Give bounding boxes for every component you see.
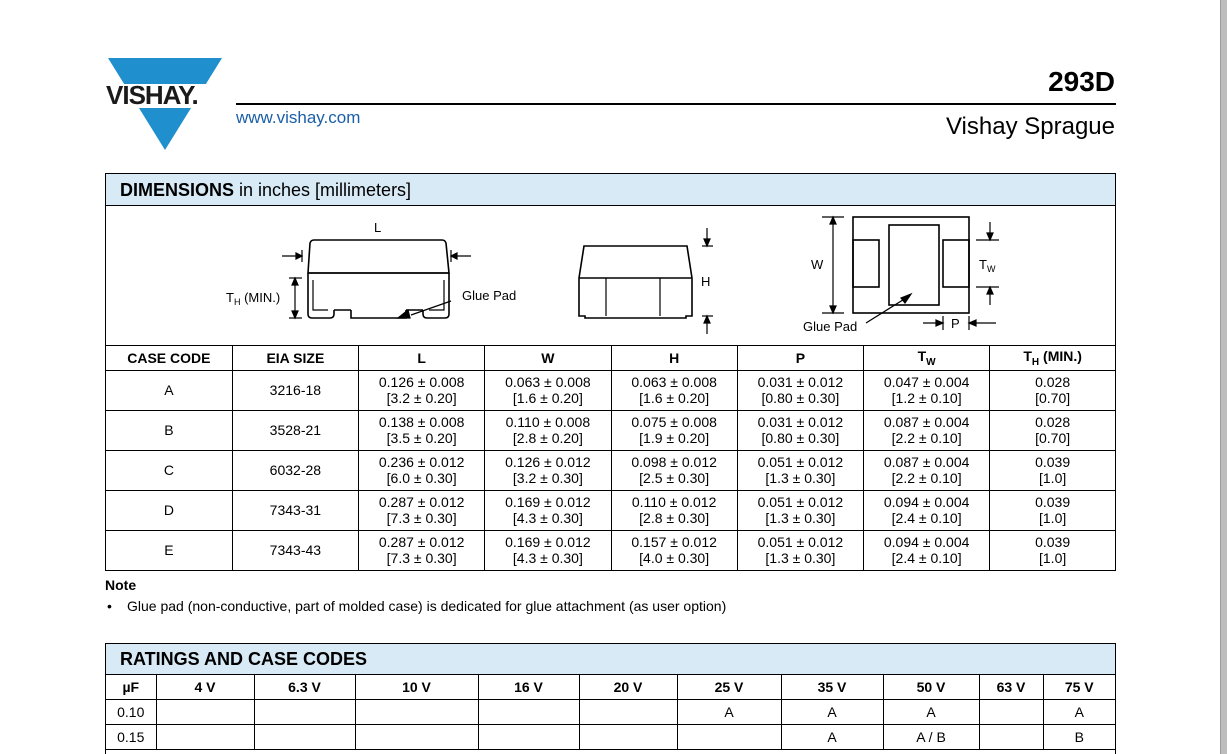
dim-l-cell xyxy=(359,370,485,410)
eia-size-cell: 6032-28 xyxy=(232,450,358,490)
dim-w-cell xyxy=(485,410,611,450)
dimensions-header-row xyxy=(106,346,1115,370)
mm-value: [0.80 ± 0.30] xyxy=(761,390,840,406)
ratings-row xyxy=(106,724,1115,749)
dim-w-cell xyxy=(485,370,611,410)
header-rule xyxy=(236,103,1116,105)
dimensions-row xyxy=(106,490,1115,530)
ratings-header-row xyxy=(106,675,1115,699)
dim-p-cell xyxy=(737,410,863,450)
label-glue-pad-side: Glue Pad xyxy=(462,288,517,303)
inch-value: 0.098 ± 0.012 xyxy=(631,454,717,470)
dimensions-row xyxy=(106,370,1115,410)
col-th-min: $T_H$ (MIN.) xyxy=(990,346,1115,370)
note-bullet: • xyxy=(107,598,112,614)
label-tw: $T_W$ xyxy=(979,257,996,274)
ratings-section xyxy=(105,643,1116,754)
ratings-col-header: 75 V xyxy=(1043,675,1115,699)
dimensions-title xyxy=(106,174,1115,206)
inch-value: 0.039 xyxy=(1035,494,1071,510)
mm-value: [1.9 ± 0.20] xyxy=(639,430,710,446)
case-code-cell: B xyxy=(106,410,232,450)
mm-value: [0.70] xyxy=(1035,390,1071,406)
case-code-cell xyxy=(355,724,478,749)
inch-value: 0.287 ± 0.012 xyxy=(378,494,465,510)
mm-value: [1.6 ± 0.20] xyxy=(639,390,710,406)
dim-l-cell xyxy=(359,410,485,450)
inch-value: 0.110 ± 0.012 xyxy=(631,494,717,510)
dim-th-cell xyxy=(990,370,1115,410)
mm-value: [1.3 ± 0.30] xyxy=(765,510,836,526)
mm-value: [2.2 ± 0.10] xyxy=(891,470,962,486)
dim-th-cell xyxy=(990,530,1115,570)
inch-value: 0.126 ± 0.008 xyxy=(378,374,465,390)
ratings-col-header: 6.3 V xyxy=(254,675,355,699)
inch-value: 0.039 xyxy=(1035,534,1071,551)
inch-value: 0.051 ± 0.012 xyxy=(757,454,844,470)
inch-value: 0.087 ± 0.004 xyxy=(883,454,970,470)
mm-value: [0.80 ± 0.30] xyxy=(761,430,840,446)
ratings-col-header: µF xyxy=(106,675,156,699)
page-right-edge xyxy=(1220,0,1227,754)
mm-value: [7.3 ± 0.30] xyxy=(386,550,457,567)
dimension-diagrams xyxy=(106,206,1115,346)
ratings-col-header: 25 V xyxy=(677,675,781,699)
dim-h-cell xyxy=(611,490,737,530)
dim-h-cell xyxy=(611,530,737,570)
mm-value: [1.6 ± 0.20] xyxy=(512,390,583,406)
col-p: P xyxy=(737,346,863,370)
eia-size-cell: 7343-31 xyxy=(232,490,358,530)
dim-tw-cell xyxy=(864,370,990,410)
mm-value: [1.3 ± 0.30] xyxy=(765,550,836,567)
mm-value: [1.0] xyxy=(1039,470,1067,486)
mm-value: [1.0] xyxy=(1039,510,1067,526)
case-code-cell xyxy=(579,724,677,749)
case-code-cell xyxy=(979,699,1043,724)
case-code-cell xyxy=(677,724,781,749)
dimensions-title-bold: DIMENSIONS xyxy=(120,180,235,200)
dim-w-cell xyxy=(485,490,611,530)
case-code-cell: A xyxy=(883,699,979,724)
dim-l-cell xyxy=(359,450,485,490)
inch-value: 0.031 ± 0.012 xyxy=(757,414,844,430)
dim-p-cell xyxy=(737,530,863,570)
mm-value: [2.4 ± 0.10] xyxy=(891,550,962,567)
inch-value: 0.169 ± 0.012 xyxy=(505,494,591,510)
end-view-drawing xyxy=(579,228,713,334)
dim-tw-cell xyxy=(864,490,990,530)
col-l: L xyxy=(359,346,485,370)
label-glue-pad-top: Glue Pad xyxy=(803,319,858,334)
inch-value: 0.063 ± 0.008 xyxy=(505,374,591,390)
dim-th-cell xyxy=(990,450,1115,490)
inch-value: 0.028 xyxy=(1035,414,1071,430)
dim-p-cell xyxy=(737,490,863,530)
vishay-logo xyxy=(106,56,224,152)
inch-value: 0.110 ± 0.008 xyxy=(505,414,591,430)
col-h: H xyxy=(611,346,737,370)
dim-tw-cell xyxy=(864,450,990,490)
dim-w-cell xyxy=(485,530,611,570)
capacitance-cell: 0.10 xyxy=(106,699,156,724)
ratings-col-header: 63 V xyxy=(979,675,1043,699)
ratings-col-header: 10 V xyxy=(355,675,478,699)
inch-value: 0.169 ± 0.012 xyxy=(505,534,591,551)
col-w: W xyxy=(485,346,611,370)
dimensions-row xyxy=(106,410,1115,450)
inch-value: 0.047 ± 0.004 xyxy=(883,374,970,390)
dim-th-cell xyxy=(990,490,1115,530)
mm-value: [1.3 ± 0.30] xyxy=(765,470,836,486)
dimensions-section xyxy=(105,173,1116,571)
ratings-table xyxy=(106,675,1115,750)
ratings-col-header: 4 V xyxy=(156,675,254,699)
mm-value: [7.3 ± 0.30] xyxy=(386,510,457,526)
inch-value: 0.157 ± 0.012 xyxy=(631,534,717,551)
ratings-col-header: 20 V xyxy=(579,675,677,699)
inch-value: 0.287 ± 0.012 xyxy=(378,534,465,551)
mm-value: [2.5 ± 0.30] xyxy=(639,470,710,486)
dim-l-cell xyxy=(359,490,485,530)
case-code-cell: A xyxy=(781,724,883,749)
document-subtitle: Vishay Sprague xyxy=(945,113,1115,140)
inch-value: 0.051 ± 0.012 xyxy=(757,534,844,551)
dimensions-row xyxy=(106,530,1115,570)
dim-tw-cell xyxy=(864,410,990,450)
note-text: Glue pad (non-conductive, part of molded case) is dedicated for glue attachment (as user option) xyxy=(127,598,727,614)
mm-value: [6.0 ± 0.30] xyxy=(386,470,457,486)
case-code-cell xyxy=(478,699,579,724)
document-number: 293D xyxy=(1048,66,1115,97)
ratings-col-header: 35 V xyxy=(781,675,883,699)
mm-value: [3.2 ± 0.20] xyxy=(386,390,457,406)
inch-value: 0.126 ± 0.012 xyxy=(505,454,591,470)
dim-p-cell xyxy=(737,450,863,490)
dim-h-cell xyxy=(611,450,737,490)
top-view-drawing xyxy=(822,217,999,330)
inch-value: 0.039 xyxy=(1035,454,1071,470)
mm-value: [0.70] xyxy=(1035,430,1071,446)
case-code-cell: A xyxy=(106,370,232,410)
mm-value: [3.5 ± 0.20] xyxy=(386,430,457,446)
mm-value: [2.2 ± 0.10] xyxy=(891,430,962,446)
inch-value: 0.075 ± 0.008 xyxy=(631,414,717,430)
case-code-cell xyxy=(156,699,254,724)
label-th-min: $T_H$ (MIN.) xyxy=(226,290,281,307)
case-code-cell xyxy=(355,699,478,724)
mm-value: [2.8 ± 0.20] xyxy=(512,430,583,446)
inch-value: 0.031 ± 0.012 xyxy=(757,374,844,390)
inch-value: 0.051 ± 0.012 xyxy=(757,494,844,510)
mm-value: [3.2 ± 0.30] xyxy=(512,470,583,486)
side-view-drawing xyxy=(282,240,471,318)
dim-p-cell xyxy=(737,370,863,410)
dim-tw-cell xyxy=(864,530,990,570)
dimensions-table xyxy=(106,346,1115,570)
inch-value: 0.087 ± 0.004 xyxy=(883,414,970,430)
ratings-title: RATINGS AND CASE CODES xyxy=(106,644,1115,675)
case-code-cell xyxy=(579,699,677,724)
case-code-cell: B xyxy=(1043,724,1115,749)
ratings-col-header: 50 V xyxy=(883,675,979,699)
inch-value: 0.028 xyxy=(1035,374,1071,390)
case-code-cell: D xyxy=(106,490,232,530)
mm-value: [4.3 ± 0.30] xyxy=(512,510,583,526)
case-code-cell: A / B xyxy=(883,724,979,749)
dimension-drawings xyxy=(106,206,1115,346)
capacitance-cell: 0.15 xyxy=(106,724,156,749)
case-code-cell xyxy=(254,699,355,724)
mm-value: [2.8 ± 0.30] xyxy=(639,510,710,526)
case-code-cell xyxy=(979,724,1043,749)
inch-value: 0.094 ± 0.004 xyxy=(883,534,970,551)
logo-text: VISHAY. xyxy=(106,80,198,110)
mm-value: [4.0 ± 0.30] xyxy=(639,550,710,567)
case-code-cell xyxy=(478,724,579,749)
ratings-col-header: 16 V xyxy=(478,675,579,699)
label-w: W xyxy=(811,257,824,272)
eia-size-cell: 7343-43 xyxy=(232,530,358,570)
inch-value: 0.094 ± 0.004 xyxy=(883,494,970,510)
inch-value: 0.138 ± 0.008 xyxy=(378,414,465,430)
mm-value: [1.0] xyxy=(1039,550,1067,567)
mm-value: [4.3 ± 0.30] xyxy=(512,550,583,567)
dimensions-row xyxy=(106,450,1115,490)
dim-l-cell xyxy=(359,530,485,570)
case-code-cell: A xyxy=(781,699,883,724)
inch-value: 0.063 ± 0.008 xyxy=(631,374,717,390)
col-eia-size: EIA SIZE xyxy=(232,346,358,370)
dim-h-cell xyxy=(611,370,737,410)
dim-h-cell xyxy=(611,410,737,450)
label-p: P xyxy=(951,316,960,331)
eia-size-cell: 3528-21 xyxy=(232,410,358,450)
eia-size-cell: 3216-18 xyxy=(232,370,358,410)
mm-value: [2.4 ± 0.10] xyxy=(891,510,962,526)
note-item xyxy=(105,598,726,614)
col-case-code: CASE CODE xyxy=(106,346,232,370)
mm-value: [1.2 ± 0.10] xyxy=(891,390,962,406)
case-code-cell xyxy=(254,724,355,749)
case-code-cell: A xyxy=(677,699,781,724)
dim-w-cell xyxy=(485,450,611,490)
label-l: L xyxy=(374,220,382,235)
dimensions-title-rest: in inches [millimeters] xyxy=(234,180,412,200)
case-code-cell: E xyxy=(106,530,232,570)
case-code-cell: C xyxy=(106,450,232,490)
ratings-row xyxy=(106,699,1115,724)
label-h: H xyxy=(701,274,711,289)
note-heading: Note xyxy=(105,577,137,593)
website-link[interactable]: www.vishay.com xyxy=(236,108,361,127)
dim-th-cell xyxy=(990,410,1115,450)
case-code-cell xyxy=(156,724,254,749)
inch-value: 0.236 ± 0.012 xyxy=(378,454,465,470)
case-code-cell: A xyxy=(1043,699,1115,724)
col-tw: $T_W$ xyxy=(864,346,990,370)
